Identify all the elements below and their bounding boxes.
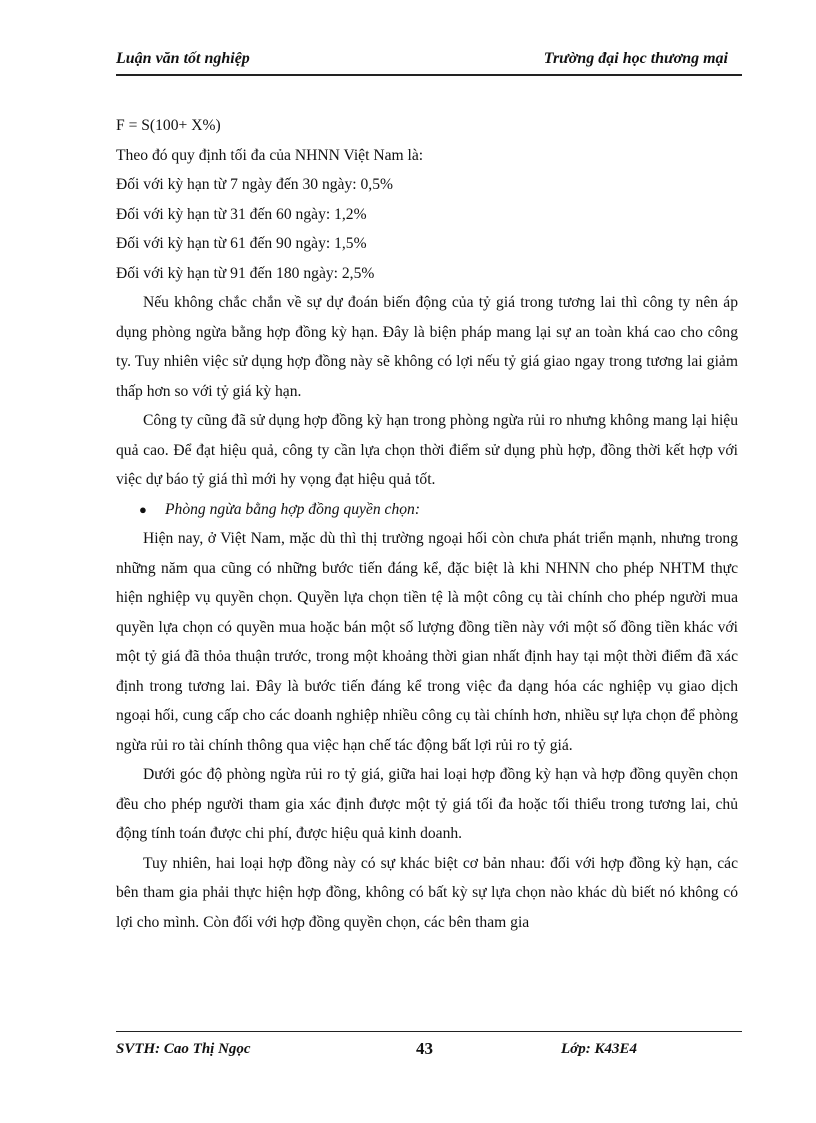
term-rate-line: Đối với kỳ hạn từ 91 đến 180 ngày: 2,5% [116,264,375,282]
page-number: 43 [416,1039,433,1058]
bullet-heading-text: Phòng ngừa bằng hợp đồng quyền chọn: [165,500,421,518]
formula-line: F = S(100+ X%) [116,117,221,134]
paragraph: Tuy nhiên, hai loại hợp đồng này có sự khác biệt cơ bản nhau: đối với hợp đồng kỳ hạn, các bên tham gia phải thực hiện hợp đồng, không có bất kỳ sự lựa chọn nào khác dù biết nó không có lợi cho mình. Còn đối với hợp đồng quyền chọn, các bên tham gia [116,854,738,931]
term-rate-line: Đối với kỳ hạn từ 7 ngày đến 30 ngày: 0,5% [116,176,393,193]
bullet-heading [116,495,738,525]
header-university: Trường đại học thương mại [543,50,728,67]
page-header [116,46,742,76]
footer-student: SVTH: Cao Thị Ngọc [116,1041,251,1057]
term-rate-line: Đối với kỳ hạn từ 31 đến 60 ngày: 1,2% [116,205,367,223]
document-body [116,111,738,937]
page-footer [116,1031,742,1062]
paragraph: Nếu không chắc chắn về sự dự đoán biến động của tỷ giá trong tương lai thì công ty nên áp dụng phòng ngừa bằng hợp đồng kỳ hạn. Đây là biện pháp mang lại sự an toàn khá cao cho công ty. Tuy nhiên việc sử dụng hợp đồng này sẽ không có lợi nếu tỷ giá giao ngay trong tương lai giảm thấp hơn so với tỷ giá kỳ hạn. [116,294,738,400]
term-rate-line: Đối với kỳ hạn từ 61 đến 90 ngày: 1,5% [116,235,367,252]
paragraph: Dưới góc độ phòng ngừa rủi ro tỷ giá, giữa hai loại hợp đồng kỳ hạn và hợp đồng quyền chọn đều cho phép người tham gia xác định được một tỷ giá tối đa hoặc tối thiểu trong tương lai, chủ động tính toán được chi phí, được hiệu quả kinh doanh. [116,766,738,842]
header-thesis-title: Luận văn tốt nghiệp [116,50,250,67]
footer-class: Lớp: K43E4 [561,1041,637,1057]
text-line: Theo đó quy định tối đa của NHNN Việt Nam là: [116,146,424,164]
paragraph: Công ty cũng đã sử dụng hợp đồng kỳ hạn trong phòng ngừa rủi ro nhưng không mang lại hiệu quả cao. Để đạt hiệu quả, công ty cần lựa chọn thời điểm sử dụng phù hợp, đồng thời kết hợp với việc dự báo tỷ giá thì mới hy vọng đạt hiệu quả tốt. [116,412,738,488]
bullet-icon: ● [139,501,147,517]
paragraph: Hiện nay, ở Việt Nam, mặc dù thì thị trường ngoại hối còn chưa phát triển mạnh, nhưng trong những năm qua cũng có những bước tiến đáng kể, đặc biệt là khi NHNN cho phép NHTM thực hiện nghiệp vụ quyền chọn. Quyền lựa chọn tiền tệ là một công cụ tài chính cho phép người mua quyền lựa chọn có quyền mua hoặc bán một số lượng đồng tiền này với một số đồng tiền khác với một tỷ giá đã thỏa thuận trước, trong một khoảng thời gian nhất định hay tại một thời điểm đã xác định trong tương lai. Đây là bước tiến đáng kể trong việc đa dạng hóa các nghiệp vụ giao dịch ngoại hối, cung cấp cho các doanh nghiệp nhiều công cụ tài chính hơn, nhiều sự lựa chọn để phòng ngừa rủi ro tài chính thông qua việc hạn chế tác động bất lợi rủi ro tỷ giá. [116,530,738,754]
